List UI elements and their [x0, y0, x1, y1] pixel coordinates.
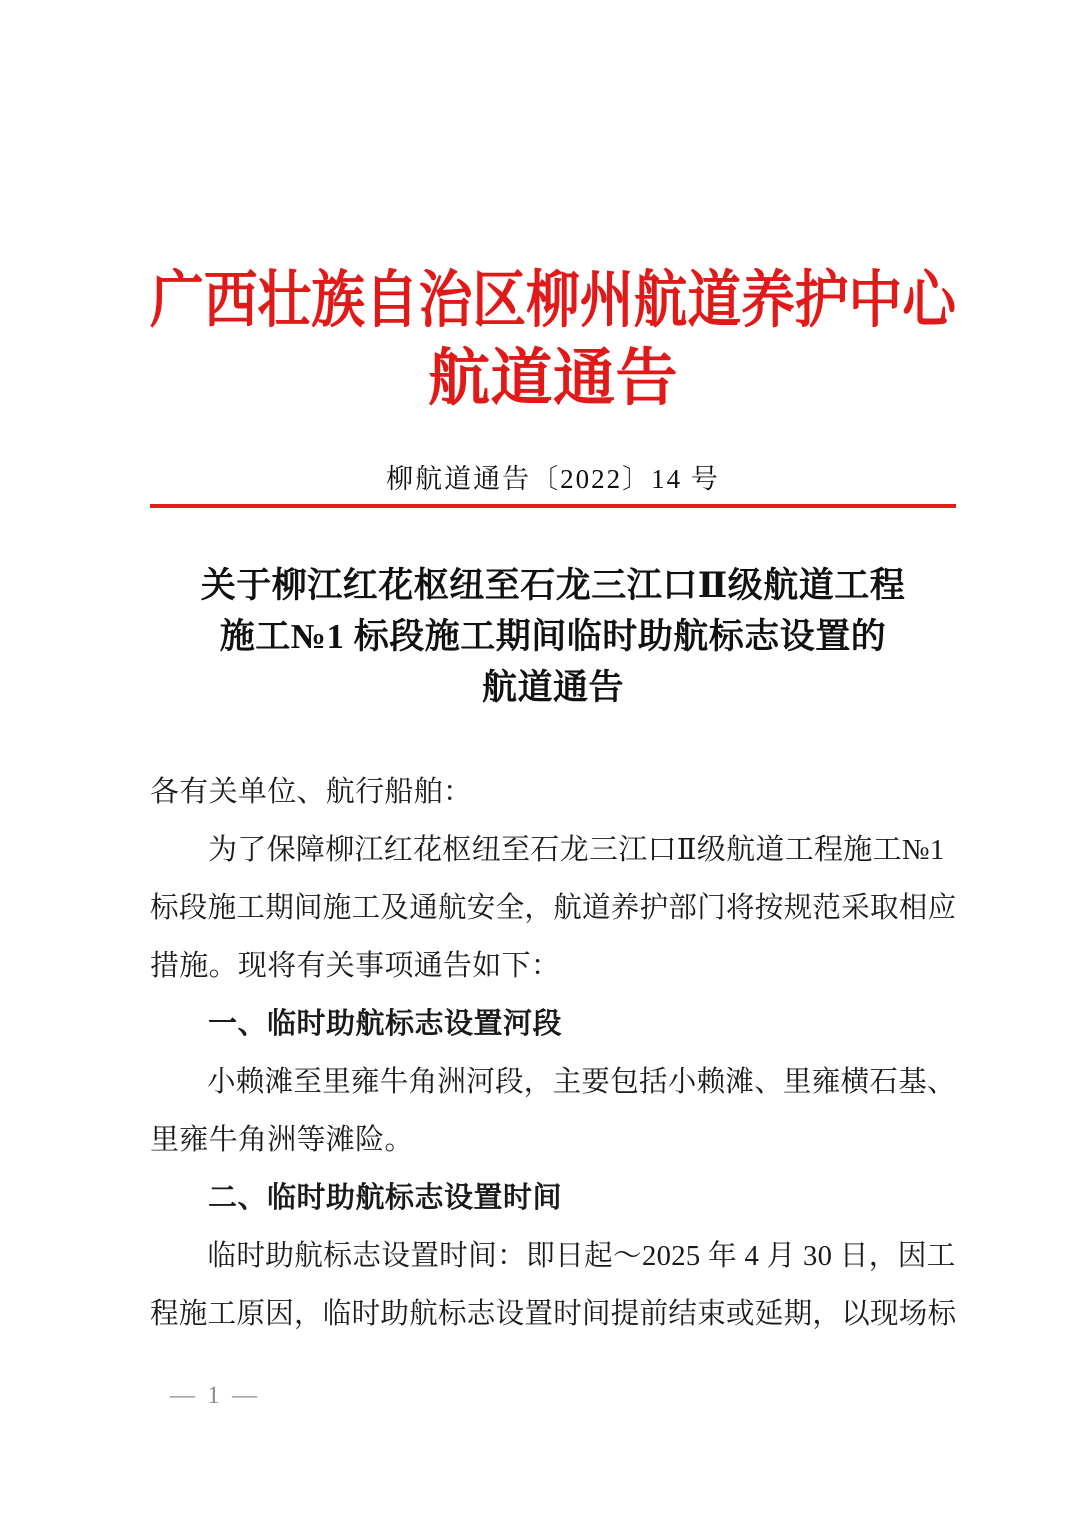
masthead-doctype-line: 航道通告	[427, 345, 678, 413]
page-content	[150, 0, 956, 1343]
section-1-line-2: 里雍牛角洲等滩险。	[150, 1124, 414, 1156]
section-2-line-1: 临时助航标志设置时间：即日起～2025 年 4 月 30 日，因工	[207, 1240, 956, 1272]
masthead	[150, 0, 956, 418]
section-heading-1: 一、临时助航标志设置河段	[208, 1008, 563, 1040]
intro-paragraph-line-3: 措施。现将有关事项通告如下：	[150, 950, 561, 982]
red-separator-rule	[150, 504, 956, 508]
salutation: 各有关单位、航行船舶：	[150, 776, 473, 808]
subject-title-line-3: 航道通告	[481, 668, 624, 707]
section-2-line-2: 程施工原因，临时助航标志设置时间提前结束或延期，以现场标	[150, 1298, 957, 1330]
masthead-authority-line: 广西壮族自治区柳州航道养护中心	[150, 267, 957, 335]
subject-title	[150, 560, 956, 713]
page-number-footer: — 1 —	[170, 1382, 260, 1409]
intro-paragraph-line-2: 标段施工期间施工及通航安全，航道养护部门将按规范采取相应	[150, 892, 957, 924]
section-heading-2: 二、临时助航标志设置时间	[208, 1182, 563, 1214]
subject-title-line-1: 关于柳江红花枢纽至石龙三江口Ⅱ级航道工程	[200, 566, 906, 605]
document-body	[150, 763, 956, 1343]
document-number: 柳航道通告〔2022〕14 号	[386, 464, 720, 494]
subject-title-line-2: 施工№1 标段施工期间临时助航标志设置的	[219, 617, 887, 656]
intro-paragraph-line-1: 为了保障柳江红花枢纽至石龙三江口Ⅱ级航道工程施工№1	[208, 834, 945, 866]
section-1-line-1: 小赖滩至里雍牛角洲河段，主要包括小赖滩、里雍横石基、	[207, 1066, 956, 1098]
document-number-block	[150, 462, 956, 496]
